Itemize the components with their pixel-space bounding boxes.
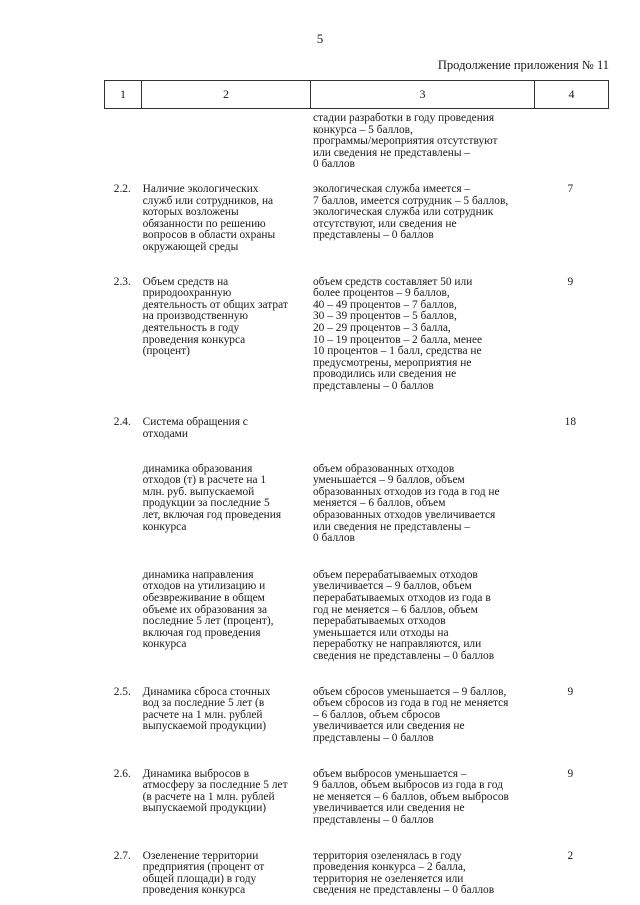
page-number: 5 xyxy=(316,31,324,46)
indicator-name-line: окружающей среды xyxy=(142,240,239,253)
scoring-criteria-line: увеличивается – 9 баллов, объем xyxy=(312,580,472,593)
scoring-criteria xyxy=(308,687,533,745)
scoring-criteria-line: год не меняется – 6 баллов, объем xyxy=(312,603,478,616)
max-score xyxy=(533,464,608,545)
indicator-name xyxy=(141,184,308,254)
indicator-name-line: вод за последние 5 лет (в xyxy=(142,697,265,710)
scoring-criteria-line: уменьшается – 9 баллов, объем xyxy=(312,474,465,487)
table-row xyxy=(104,851,608,897)
row-number: 2.3. xyxy=(113,275,131,288)
scoring-criteria-line: 7 баллов, имеется сотрудник – 5 баллов, xyxy=(312,194,509,207)
scoring-criteria-line: объем сбросов из года в год не меняется xyxy=(312,697,509,710)
indicator-name-line: отходов (т) в расчете на 1 xyxy=(142,474,267,487)
indicator-name-line: лет, включая год проведения xyxy=(142,509,282,522)
indicator-name-line: Наличие экологических xyxy=(142,182,259,195)
scoring-criteria-line: экологическая служба имеется – xyxy=(312,182,471,195)
row-number xyxy=(104,113,141,171)
scoring-criteria-line: образованных отходов увеличивается xyxy=(312,509,496,522)
row-number: 2.4. xyxy=(113,416,131,429)
max-score: 2 xyxy=(567,849,574,862)
indicator-name-line: на производственную xyxy=(142,310,248,323)
row-number xyxy=(104,464,141,545)
max-score xyxy=(533,113,608,171)
indicator-name-line: вопросов в области охраны xyxy=(142,229,276,242)
table-row xyxy=(104,769,608,827)
indicator-name-line: млн. руб. выпускаемой xyxy=(142,485,255,498)
indicator-name-line: конкурса xyxy=(142,520,187,533)
indicator-name-line: выпускаемой продукции) xyxy=(142,802,267,815)
indicator-name-line: продукции за последние 5 xyxy=(142,497,270,510)
scoring-criteria-line: не меняется – 6 баллов, объем выбросов xyxy=(312,790,509,803)
scoring-criteria-line: территория озеленялась в году xyxy=(312,849,462,862)
scoring-criteria-line: 10 – 19 процентов – 2 балла, менее xyxy=(312,333,483,346)
scoring-criteria-line: сведения не представлены – 0 баллов xyxy=(312,884,495,897)
indicator-name-line: Динамика сброса сточных xyxy=(142,685,271,698)
indicator-name xyxy=(141,570,308,663)
indicator-name-line: обезвреживание в общем xyxy=(142,592,265,604)
row-number xyxy=(104,570,141,663)
scoring-criteria-line: представлены – 0 баллов xyxy=(312,229,434,242)
indicator-name-line: Динамика выбросов в xyxy=(142,767,250,780)
scoring-criteria-line: 0 баллов xyxy=(312,158,355,171)
indicator-name-line: объеме их образования за xyxy=(142,603,268,616)
max-score: 9 xyxy=(567,685,574,698)
indicator-name-line: Объем средств на xyxy=(142,275,229,288)
indicator-name-line: природоохранную xyxy=(142,287,232,300)
indicator-name-line: динамика направления xyxy=(142,568,254,581)
scoring-criteria-line: более процентов – 9 баллов, xyxy=(312,287,450,300)
max-score: 9 xyxy=(567,275,574,288)
table-row xyxy=(104,277,608,393)
indicator-name xyxy=(141,769,308,827)
scoring-criteria-line: 0 баллов xyxy=(312,532,355,545)
scoring-criteria-line: сведения не представлены – 0 баллов xyxy=(312,649,495,662)
scoring-criteria-line: экологическая служба или сотрудник xyxy=(312,206,494,219)
indicator-name xyxy=(141,851,308,897)
scoring-criteria-line: 9 баллов, объем выбросов из года в год xyxy=(312,779,503,792)
scoring-criteria-line: или сведения не представлены – xyxy=(312,146,471,159)
scoring-criteria xyxy=(308,184,533,254)
scoring-criteria-line: объем средств составляет 50 или xyxy=(312,275,473,288)
indicator-name-line: проведения конкурса xyxy=(142,333,246,346)
scoring-criteria-line: увеличивается или сведения не xyxy=(312,802,465,815)
scoring-criteria-line: объем перерабатываемых отходов xyxy=(312,568,478,581)
scoring-criteria-line: проведения конкурса – 2 балла, xyxy=(312,861,466,874)
scoring-criteria-line: 40 – 49 процентов – 7 баллов, xyxy=(312,298,457,311)
indicator-name-line: Система обращения с xyxy=(142,416,248,429)
indicator-name-line: включая год проведения xyxy=(142,626,261,639)
scoring-criteria-line: программы/мероприятия отсутствуют xyxy=(312,135,498,148)
max-score: 9 xyxy=(567,767,574,780)
column-header-3: 3 xyxy=(311,81,535,109)
scoring-criteria-line: меняется – 6 баллов, объем xyxy=(312,497,446,510)
appendix-continuation-title: Продолжение приложения № 11 xyxy=(437,58,609,72)
scoring-criteria-line: представлены – 0 баллов xyxy=(312,813,434,826)
scoring-criteria-line: проводились или сведения не xyxy=(312,368,457,381)
scoring-criteria xyxy=(308,277,533,393)
indicator-name-line: которых возложены xyxy=(142,206,239,219)
indicator-name xyxy=(141,277,308,393)
table-row xyxy=(104,687,608,745)
table-row xyxy=(104,570,608,663)
table-row xyxy=(104,184,608,254)
scoring-criteria-line: увеличивается или сведения не xyxy=(312,720,465,733)
scoring-criteria xyxy=(308,769,533,827)
row-number: 2.2. xyxy=(113,182,131,195)
scoring-criteria-line: образованных отходов из года в год не xyxy=(312,485,500,498)
column-header-4: 4 xyxy=(535,81,609,109)
scoring-criteria-line: отсутствуют, или сведения не xyxy=(312,217,457,230)
indicator-name-line: выпускаемой продукции) xyxy=(142,720,267,733)
scoring-criteria-line: – 6 баллов, объем сбросов xyxy=(312,708,441,721)
indicator-name xyxy=(141,417,308,440)
column-header-table xyxy=(104,80,609,109)
scoring-criteria-line: перерабатываемых отходов xyxy=(312,615,446,628)
indicator-name-line: (процент) xyxy=(142,345,190,358)
scoring-criteria-line: уменьшается или отходы на xyxy=(312,626,449,639)
scoring-criteria-line: объем образованных отходов xyxy=(312,462,455,475)
indicator-name-line: служб или сотрудников, на xyxy=(142,194,274,207)
indicator-name-line: общей площади) в году xyxy=(142,872,257,885)
scoring-criteria-line: предусмотрены, мероприятия не xyxy=(312,356,472,369)
scoring-criteria-line: или сведения не представлены – xyxy=(312,520,471,533)
scoring-criteria-line: 10 процентов – 1 балл, средства не xyxy=(312,345,482,358)
indicator-name-line: проведения конкурса xyxy=(142,884,246,897)
indicator-name-line: последние 5 лет (процент), xyxy=(142,615,274,628)
table-row xyxy=(104,417,608,440)
scoring-criteria-line: объем выбросов уменьшается – xyxy=(312,767,467,780)
indicator-name-line: предприятия (процент от xyxy=(142,861,265,874)
indicator-name-line: конкурса xyxy=(142,638,187,651)
scoring-criteria-line: территория не озеленяется или xyxy=(312,872,464,885)
scoring-criteria-line: представлены – 0 баллов xyxy=(312,379,434,392)
max-score: 18 xyxy=(564,416,577,429)
scoring-criteria xyxy=(308,851,533,897)
indicator-name-line: (в расчете на 1 млн. рублей xyxy=(142,790,275,803)
scoring-criteria-line: объем сбросов уменьшается – 9 баллов, xyxy=(312,685,507,698)
column-header-2: 2 xyxy=(142,81,311,109)
indicator-name-line: динамика образования xyxy=(142,462,253,475)
indicator-name-line: Озеленение территории xyxy=(142,849,259,862)
indicator-name xyxy=(141,687,308,745)
max-score: 7 xyxy=(567,182,574,195)
table-row xyxy=(104,113,608,171)
criteria-table-body xyxy=(104,113,608,897)
indicator-name-line: отходов на утилизацию и xyxy=(142,580,266,593)
indicator-name xyxy=(141,464,308,545)
scoring-criteria xyxy=(308,417,533,440)
scoring-criteria-line: 20 – 29 процентов – 3 балла, xyxy=(312,321,451,334)
scoring-criteria xyxy=(308,464,533,545)
indicator-name-line: деятельность в году xyxy=(142,321,240,334)
indicator-name-line: обязанности по решению xyxy=(142,217,266,230)
indicator-name-line: расчете на 1 млн. рублей xyxy=(142,708,263,721)
scoring-criteria-line: конкурса – 5 баллов, xyxy=(312,123,413,136)
row-number: 2.7. xyxy=(113,849,131,862)
indicator-name xyxy=(141,113,308,171)
scoring-criteria xyxy=(308,570,533,663)
scoring-criteria-line: стадии разработки в году проведения xyxy=(312,112,495,124)
scoring-criteria-line: переработку не направляются, или xyxy=(312,638,482,651)
scoring-criteria xyxy=(308,113,533,171)
indicator-name-line: деятельность от общих затрат xyxy=(142,298,288,311)
indicator-name-line: атмосферу за последние 5 лет xyxy=(142,779,288,792)
scoring-criteria-line: перерабатываемых отходов из года в xyxy=(312,592,491,604)
scoring-criteria-line: 30 – 39 процентов – 5 баллов, xyxy=(312,310,457,323)
max-score xyxy=(533,570,608,663)
column-header-1: 1 xyxy=(105,81,142,109)
scoring-criteria-line: представлены – 0 баллов xyxy=(312,731,434,744)
table-row xyxy=(104,464,608,545)
indicator-name-line: отходами xyxy=(142,428,188,441)
row-number: 2.6. xyxy=(113,767,131,780)
row-number: 2.5. xyxy=(113,685,131,698)
